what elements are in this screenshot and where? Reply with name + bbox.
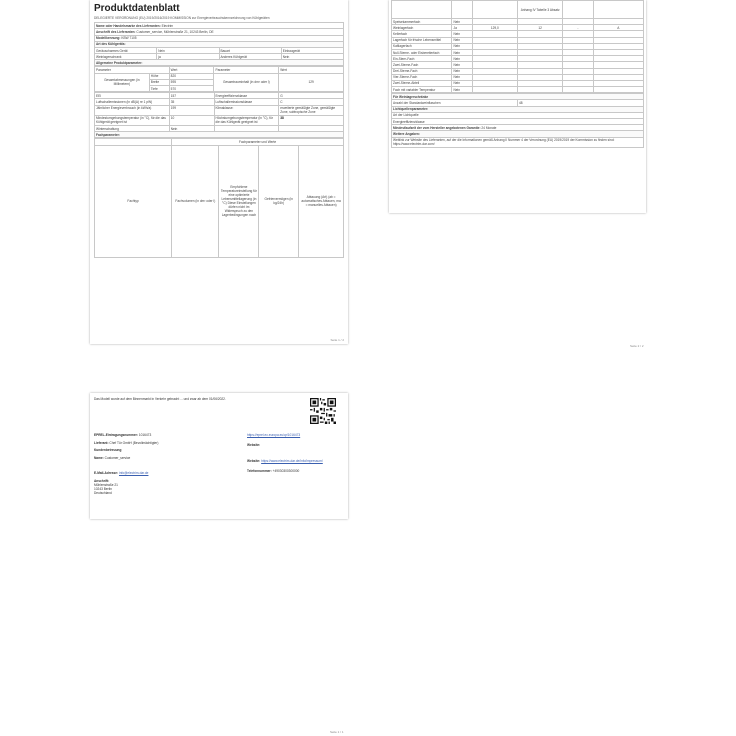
compartment-params-heading: Fachparameter:: [95, 132, 344, 138]
market-notice: Das Modell wurde auf dem Binnenmarkt in Verkehr gebracht ... und zwar ab dem 01/06/2022.: [94, 397, 226, 401]
compartment-row: Ein-Stern-Fach Nein: [392, 56, 644, 62]
datasheet-page-1: [90, 0, 348, 344]
light-source-heading: Lichtquellenparameter:: [392, 106, 644, 112]
general-params-table: Parameter Wert Parameter Wert Gesamtabmessungen (in Millimetern) Höhe 820 Gesamtrauminhalt (in dm³ oder l) 129 Breite 595 Tiefe 570: [94, 66, 344, 92]
warranty-row: Mindestlaufzeit der vom Hersteller angebotenen Garantie: 24 Monate: [392, 125, 644, 131]
dimensions-label: Gesamtabmessungen (in Millimetern): [95, 73, 150, 92]
param-header-row: Parameter Wert Parameter Wert: [95, 67, 344, 73]
compartment-type-col: Fachtyp: [95, 145, 172, 257]
energy-params-table: [94, 92, 344, 138]
model-row: Modellkennung: KBW 7105: [95, 35, 344, 41]
type-row: Weinlagerschrank ja Anderes Kühlgerät Nein: [95, 54, 344, 60]
supplier-line: Lieferant: Chef Tür GmbH (Bevollmächtigter): [94, 441, 159, 446]
compartment-continuation-table: [391, 0, 644, 93]
eprel-number: EPREL-Eintragungsnummer: 1016473: [94, 433, 152, 437]
address-line: 10243 Berlin: [94, 487, 112, 492]
qr-code-icon: [310, 398, 336, 424]
compartment-table: [94, 138, 344, 257]
customer-service-heading: Kundenbetreuung: [94, 448, 122, 453]
compartment-row: Zwei-Sterne-Fach Nein: [392, 62, 644, 68]
recommended-temp-col: Empfohlene Temperatureinstellung für eine optimierte Lebensmittellagerung (in °C) Diese Einstellungen dürfen nicht im Widerspruch zu den Lagerbedingungen nach: [219, 145, 259, 257]
freezing-capacity-col: Gefriervermögen (in kg/24h): [259, 145, 299, 257]
more-info-heading: Weitere Angaben:: [392, 131, 644, 137]
more-info-text: Weblink zur Website des Lieferanten, auf der die Informationen gemäß Anhang II Nummer 4 der Verordnung (EU) 2019/2019 der Kommission zu finden sind: https://www.electrim-dar.com/: [392, 137, 644, 147]
lamp-type-row: Art der Lichtquelle: [392, 112, 644, 118]
wine-storage-heading: Für Weinlagerschränke: [392, 94, 644, 100]
compartment-row: Null-Sterne- oder Eisbereiterfach Nein: [392, 49, 644, 55]
datasheet-page-2: [389, 0, 646, 213]
address-line: Deutschland: [94, 491, 112, 496]
additional-info-table: [391, 93, 644, 148]
compartment-row: Kellerfach Nein: [392, 31, 644, 37]
email-link[interactable]: info@electrim-dar.de: [118, 470, 149, 475]
param-row: Winterschaltung Nein: [95, 125, 344, 131]
supplier-table: [94, 22, 344, 66]
param-row: Mindestumgebungstemperatur (in °C), für die das Kühlgerät geeignet ist 10 Höchstumgebungstemperatur (in °C), für die das Kühlgerät geeignet ist 38: [95, 115, 344, 125]
page-3-number: Seite 1 / 1: [330, 730, 344, 734]
compartment-row: Kaltlagerfach Nein: [392, 43, 644, 49]
compartment-volume-col: Fachvolumen (in dm³ oder l): [172, 145, 219, 257]
regulation-subtitle: DELEGIERTE VERORDNUNG (EU) 2019/2016/2019 KOMMISSION zur Energieverbrauchskennzeichnung von Kühlgeräten: [94, 16, 270, 20]
param-row: Luftschallemissionen (in dB(A) re 1 pW) 35 Luftschallemissionsklasse C: [95, 99, 344, 105]
page-2-number: Seite 2 / 2: [630, 344, 644, 348]
compartment-header: Fachparameter und Werte: [172, 139, 344, 145]
compartment-row: Speisekammerfach Nein: [392, 19, 644, 25]
annex-header: Anhang IV Tabelle 3 Absatz: [517, 1, 562, 19]
device-type-heading: Art des Kühlgeräts:: [95, 41, 344, 47]
defrost-type-col: Abtauung (Art) (ab = automatisches Abtauen, ma = manuelles Abtauen): [299, 145, 344, 257]
volume-label: Gesamtrauminhalt (in dm³ oder l): [214, 73, 279, 92]
type-row: Geräuscharmes Gerät Nein Bauart Einbaugerät: [95, 47, 344, 53]
contact-email: E-Mail-Adresse: info@electrim-dar.de: [94, 470, 149, 475]
compartment-row: Fach mit variabler Temperatur Nein: [392, 87, 644, 93]
bottles-row: Anzahl der Standardweinflaschen 48: [392, 100, 644, 106]
supplier-address-row: Anschrift des Lieferanten: Customer_service, Mühlenstraße 21, 10243 Berlin, DE: [95, 29, 344, 35]
eprel-link[interactable]: https://eprel.ec.europa.eu/qr/1016473: [247, 433, 301, 437]
contact-phone: Telefonnummer: +49030300300000: [247, 469, 300, 474]
contact-name: Name: Customer_service: [94, 456, 131, 461]
website-label: Website:: [247, 443, 261, 448]
address-line: Mühlenstraße 21: [94, 482, 118, 487]
general-params-heading: Allgemeine Produktparameter:: [95, 60, 344, 66]
compartment-row: Lagerfach für frische Lebensmittel Nein: [392, 37, 644, 43]
lamp-class-row: Energieeffizienzklasse: [392, 119, 644, 125]
website-link[interactable]: https://www.electrim-dar.de/info/impressum/: [261, 459, 323, 464]
page-number: Seite 1 / 2: [330, 338, 344, 342]
compartment-row: Drei-Sterne-Fach Nein: [392, 68, 644, 74]
param-row: EEI 157 Energieeffizienzklasse G: [95, 93, 344, 99]
param-row: Jährlicher Energieverbrauch (in kWh/a) 199 Klimaklasse: erweiterte gemäßigte Zone, gemäßigte Zone, subtropische Zone: [95, 105, 344, 115]
supplier-name-row: Name oder Handelsmarke des Lieferanten: Electrim: [95, 23, 344, 29]
eprel-info-page: [90, 393, 348, 519]
wine-compartment-row: Weinlagerfach Ja 129,0 12 - A: [392, 25, 644, 31]
volume-value: 129: [279, 73, 344, 92]
contact-website: Website: https://www.electrim-dar.de/info/impressum/: [247, 459, 323, 464]
compartment-row: Zwei-Sterne-Abteil Nein: [392, 80, 644, 86]
page-title: Produktdatenblatt: [94, 3, 180, 14]
address-heading: Anschrift:: [94, 478, 110, 483]
compartment-row: Vier-Sterne-Fach Nein: [392, 74, 644, 80]
